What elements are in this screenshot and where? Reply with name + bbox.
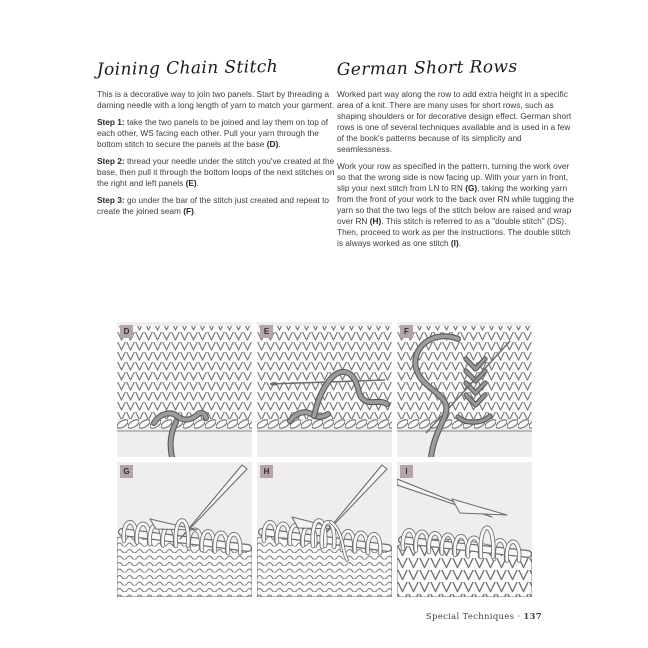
running-footer (426, 612, 542, 622)
left-needle-tip-icon (452, 499, 507, 515)
panel-e-illustration (257, 322, 392, 457)
footer-section-title: Special Techniques (425, 612, 515, 622)
left-column (96, 56, 335, 223)
knit-fabric (117, 326, 252, 419)
panel-f (397, 322, 532, 457)
panel-label-badge: D (120, 325, 133, 338)
section-heading-joining-chain-stitch: Joining Chain Stitch (96, 56, 279, 80)
panel-label-badge: G (120, 465, 133, 478)
footer-page-number: 137 (523, 612, 542, 622)
panel-f-illustration (397, 322, 532, 457)
panel-label-badge: F (400, 325, 413, 338)
step-1-paragraph: Step 1: take the two panels to be joined and lay them on top of each other, WS facing each other. Pull your yarn through the bottom stitch to secure the panels at the base (D). (97, 117, 329, 149)
panel-g-illustration (117, 462, 252, 597)
instructions-paragraph: Work your row as specified in the pattern, turning the work over so that the wrong side is now facing up. With your yarn in front, slip your next stitch from LN to RN (G), taking the working yarn from the front of your work to the back over RN while tugging the yarn so that the two legs of the stitch below are raised and wrap over RN (H). This stitch is referred to as a "double stitch" (DS). Then, proceed to work as per the instructions. The double stitch is always worked as one stitch (I). (337, 161, 575, 248)
panel-i-illustration (397, 462, 532, 597)
illustration-grid (117, 322, 532, 597)
bound-off-edge (257, 418, 392, 431)
panel-g (117, 462, 252, 597)
panel-e (257, 322, 392, 457)
right-needle-icon (180, 465, 247, 539)
section-heading-german-short-rows: German Short Rows (336, 56, 518, 80)
right-column (336, 56, 575, 255)
panel-label-badge: H (260, 465, 273, 478)
intro-paragraph: This is a decorative way to join two panels. Start by threading a darning needle with a long length of yarn to match your garment. (97, 89, 335, 110)
footer-separator: · (514, 612, 524, 622)
panel-label-badge: I (400, 465, 413, 478)
panel-i (397, 462, 532, 597)
step-3-paragraph: Step 3: go under the bar of the stitch just created and repeat to create the joined seam (F). (97, 195, 329, 216)
panel-d (117, 322, 252, 457)
intro-paragraph: Worked part way along the row to add extra height in a specific area of a knit. There are many uses for short rows, such as shaping shoulders or for decorative design effect. German short rows is one of several techniques available and is used in a few of the book's patterns because of its simplicity and seamlessness. (337, 89, 572, 154)
step-2-paragraph: Step 2: thread your needle under the stitch you've created at the base, then pull it through the bottom loops of the next stitches on the right and left panels (E). (97, 156, 335, 188)
panel-label-badge: E (260, 325, 273, 338)
panel-d-illustration (117, 322, 252, 457)
panel-h-illustration (257, 462, 392, 597)
panel-h (257, 462, 392, 597)
